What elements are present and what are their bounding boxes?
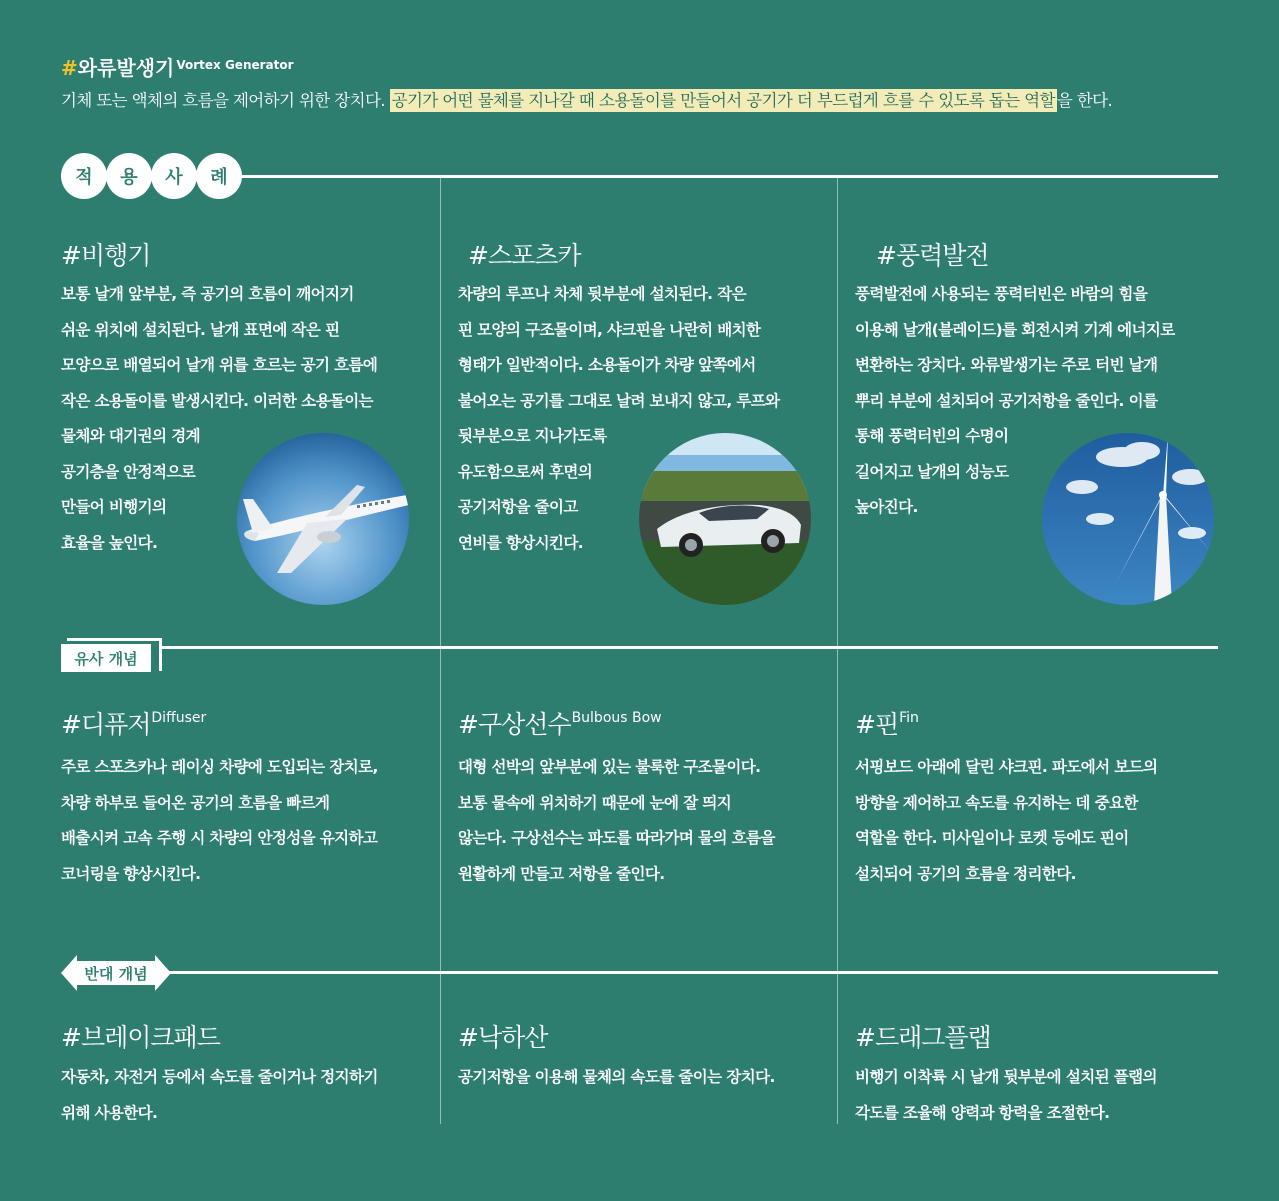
text-line: 불어오는 공기를 그대로 날려 보내지 않고, 루프와 — [458, 391, 780, 410]
item-title — [855, 705, 919, 741]
text-line: 작은 소용돌이를 발생시킨다. 이러한 소용돌이는 — [61, 391, 373, 410]
text-line: 뒷부분으로 지나가도록 — [458, 427, 607, 445]
item-description — [458, 750, 775, 892]
item-title-english: Fin — [899, 710, 919, 726]
text-line: 모양으로 배열되어 날개 위를 흐르는 공기 흐름에 — [61, 356, 378, 374]
text-line: 유도함으로써 후면의 — [458, 462, 593, 481]
badge-char: 사 — [151, 153, 197, 199]
text-line: 방향을 제어하고 속도를 유지하는 데 중요한 — [855, 793, 1138, 812]
item-title — [61, 705, 206, 741]
item-title: #비행기 — [61, 241, 151, 270]
text-line: 차량의 루프나 차체 뒷부분에 설치된다. 작은 — [458, 285, 746, 303]
item-title-text: #구상선수 — [458, 710, 571, 739]
section-label-opposite: 반대 개념 — [84, 964, 148, 983]
text-line: 통해 풍력터빈의 수명이 — [855, 427, 1009, 445]
text-line: 변환하는 장치다. 와류발생기는 주로 터빈 날개 — [855, 356, 1158, 374]
text-line: 서핑보드 아래에 달린 샤크핀. 파도에서 보드의 — [855, 758, 1158, 776]
text-line: 보통 날개 앞부분, 즉 공기의 흐름이 깨어지기 — [61, 285, 354, 303]
text-line: 물체와 대기권의 경계 — [61, 427, 200, 445]
text-line: 설치되어 공기의 흐름을 정리한다. — [855, 864, 1076, 883]
item-description — [61, 1060, 378, 1131]
item-description — [855, 750, 1157, 892]
text-line: 비행기 이착륙 시 날개 뒷부분에 설치된 플랩의 — [855, 1068, 1157, 1086]
text-line: 공기저항을 줄이고 — [458, 498, 578, 516]
section-label-similar: 유사 개념 — [61, 644, 151, 672]
item-description — [855, 1060, 1157, 1131]
text-line: 주로 스포츠카나 레이싱 차량에 도입되는 장치로, — [61, 758, 378, 776]
badge-char: 례 — [196, 153, 242, 199]
item-title: #스포츠카 — [468, 241, 581, 270]
column-divider — [837, 178, 838, 1124]
text-line: 공기층을 안정적으로 — [61, 462, 196, 481]
intro-text — [61, 88, 1112, 114]
item-title-text: #디퓨저 — [61, 710, 151, 739]
column-divider — [440, 178, 441, 1124]
text-line: 자동차, 자전거 등에서 속도를 줄이거나 정지하기 — [61, 1068, 378, 1086]
item-title-english: Bulbous Bow — [571, 710, 662, 726]
item-description — [458, 1060, 775, 1096]
item-title: #낙하산 — [458, 1023, 548, 1052]
page-title — [61, 52, 294, 81]
text-line: 코너링을 향상시킨다. — [61, 864, 201, 883]
text-line: 형태가 일반적이다. 소용돌이가 차량 앞쪽에서 — [458, 356, 756, 374]
item-description — [61, 750, 378, 892]
text-line: 높아진다. — [855, 498, 918, 516]
text-line: 연비를 향상시킨다. — [458, 533, 584, 552]
text-line: 역할을 한다. 미사일이나 로켓 등에도 핀이 — [855, 829, 1129, 847]
text-line: 원활하게 만들고 저항을 줄인다. — [458, 864, 665, 883]
intro-before: 기체 또는 액체의 흐름을 제어하기 위한 장치다. — [61, 91, 390, 110]
title-text: 와류발생기 — [77, 56, 175, 80]
section-divider-opposite — [165, 971, 1218, 974]
item-title: #드래그플랩 — [855, 1023, 991, 1052]
item-title-english: Diffuser — [151, 710, 207, 726]
text-line: 뿌리 부분에 설치되어 공기저항을 줄인다. 이를 — [855, 391, 1158, 410]
text-line: 각도를 조율해 양력과 항력을 조절한다. — [855, 1103, 1110, 1122]
section-divider-applications — [200, 175, 1218, 178]
section-divider-similar — [159, 646, 1218, 649]
text-line: 핀 모양의 구조물이며, 샤크핀을 나란히 배치한 — [458, 320, 761, 339]
text-line: 대형 선박의 앞부분에 있는 불룩한 구조물이다. — [458, 758, 761, 776]
text-line: 위해 사용한다. — [61, 1103, 158, 1122]
badge-char: 적 — [61, 153, 107, 199]
airplane-photo — [237, 433, 409, 605]
text-line: 풍력발전에 사용되는 풍력터빈은 바람의 힘을 — [855, 285, 1148, 303]
text-line: 않는다. 구상선수는 파도를 따라가며 물의 흐름을 — [458, 829, 775, 847]
text-line: 길어지고 날개의 성능도 — [855, 462, 1009, 481]
text-line: 보통 물속에 위치하기 때문에 눈에 잘 띄지 — [458, 793, 732, 812]
text-line: 차량 하부로 들어온 공기의 흐름을 빠르게 — [61, 793, 330, 812]
intro-after: 을 한다. — [1056, 91, 1113, 110]
item-title: #브레이크패드 — [61, 1023, 220, 1052]
item-title — [458, 705, 662, 741]
section-badge-applications — [61, 153, 241, 199]
title-english: Vortex Generator — [176, 58, 294, 72]
text-line: 배출시켜 고속 주행 시 차량의 안정성을 유지하고 — [61, 829, 378, 847]
wind-turbine-photo — [1042, 433, 1214, 605]
text-line: 쉬운 위치에 설치된다. 날개 표면에 작은 핀 — [61, 320, 340, 339]
item-title: #풍력발전 — [876, 241, 989, 270]
text-line: 이용해 날개(블레이드)를 회전시켜 기계 에너지로 — [855, 320, 1175, 339]
intro-highlight: 공기가 어떤 물체를 지나갈 때 소용돌이를 만들어서 공기가 더 부드럽게 흐를 수 있도록 돕는 역할 — [391, 91, 1055, 110]
title-hash: # — [61, 56, 78, 80]
item-title-text: #핀 — [855, 710, 899, 739]
badge-char: 용 — [106, 153, 152, 199]
text-line: 만들어 비행기의 — [61, 498, 167, 516]
text-line: 공기저항을 이용해 물체의 속도를 줄이는 장치다. — [458, 1068, 775, 1086]
text-line: 효율을 높인다. — [61, 533, 158, 552]
sports-car-photo — [639, 433, 811, 605]
